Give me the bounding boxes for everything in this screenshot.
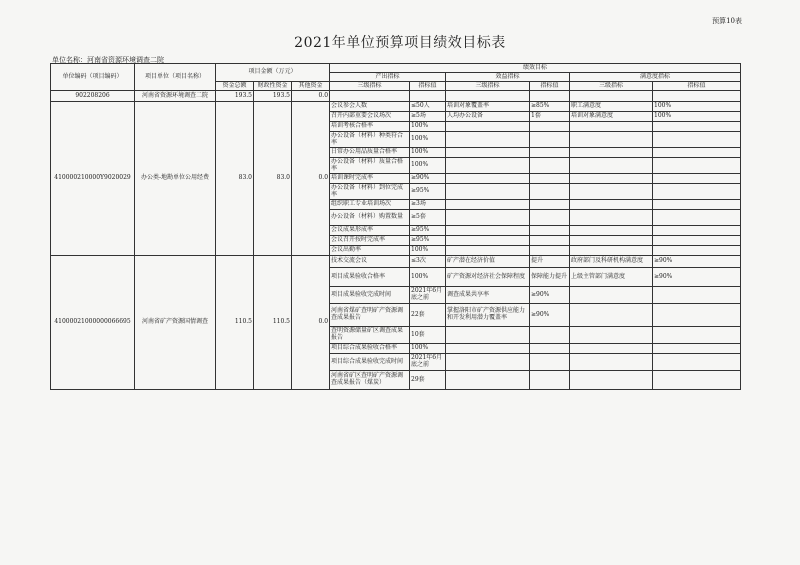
- p2-benefit-l3: 矿产潜在经济价值: [446, 256, 530, 268]
- header-output: 产出指标: [330, 73, 446, 82]
- p1-output-val: 100%: [410, 246, 446, 256]
- p1-benefit-val: ≥85%: [530, 102, 570, 112]
- p1-output-val: ≤50人: [410, 102, 446, 112]
- p2-output-val: 100%: [410, 268, 446, 287]
- table-row: [51, 256, 741, 268]
- p1-output-val: 100%: [410, 158, 446, 174]
- project-2-total: 110.5: [216, 256, 254, 390]
- p2-satisfaction-val: ≥90%: [653, 268, 741, 287]
- summary-name: 河南省资源环境调查二院: [135, 91, 216, 102]
- p2-output-l3: 技术交流会议: [330, 256, 410, 268]
- p1-satisfaction-l3: 培训对象满意度: [570, 112, 653, 122]
- p2-output-val: 29套: [410, 371, 446, 390]
- summary-other: 0.0: [292, 91, 330, 102]
- p1-output-val: ≥90%: [410, 174, 446, 184]
- p1-output-l3: 培训考核合格率: [330, 122, 410, 132]
- p1-output-val: 100%: [410, 122, 446, 132]
- header-perf: 绩效目标: [330, 64, 741, 73]
- p1-output-l3: 办公设备（材料）购置数量: [330, 210, 410, 226]
- p1-output-val: ≥5场: [410, 112, 446, 122]
- project-2-fiscal: 110.5: [254, 256, 292, 390]
- project-1-fiscal: 83.0: [254, 102, 292, 256]
- p2-benefit-l3: 掌握洛阳市矿产资源供应能力和开发利用潜力覆盖率: [446, 304, 530, 327]
- p2-output-l3: 项目综合成果验收合格率: [330, 344, 410, 354]
- p2-output-l3: 项目综合成果验收完成时间: [330, 354, 410, 371]
- p2-output-val: 2021年6月底之前: [410, 354, 446, 371]
- p1-output-val: ≥3场: [410, 200, 446, 210]
- p1-output-l3: 日常办公用品质量合格率: [330, 148, 410, 158]
- p2-output-val: 2021年6月底之前: [410, 287, 446, 304]
- p2-output-val: 10套: [410, 327, 446, 344]
- p2-output-l3: 河南省煤矿查明矿产资源调查成果报告: [330, 304, 410, 327]
- project-1-total: 83.0: [216, 102, 254, 256]
- p2-satisfaction-val: ≥90%: [653, 256, 741, 268]
- summary-total: 193.5: [216, 91, 254, 102]
- header-output-val: 指标值: [410, 82, 446, 91]
- header-unit: 项目单位（项目名称）: [135, 64, 216, 91]
- p1-satisfaction-l3: 职工满意度: [570, 102, 653, 112]
- p2-satisfaction-l3: 上级主管部门满意度: [570, 268, 653, 287]
- p2-satisfaction-l3: 政府部门及科研机构满意度: [570, 256, 653, 268]
- project-1-code: 410000210000Y9020029: [51, 102, 135, 256]
- p2-benefit-l3: 调查成果共享率: [446, 287, 530, 304]
- summary-code: 902208206: [51, 91, 135, 102]
- project-1-other: 0.0: [292, 102, 330, 256]
- p2-benefit-val: 提升: [530, 256, 570, 268]
- table-row: [51, 102, 741, 112]
- p1-benefit-val: 1套: [530, 112, 570, 122]
- p2-output-l3: 河南省矿区查明矿产资源调查成果报告（煤炭）: [330, 371, 410, 390]
- p2-output-val: 22套: [410, 304, 446, 327]
- page-tag: 预算10表: [712, 17, 742, 25]
- p2-benefit-val: ≥90%: [530, 287, 570, 304]
- p1-output-val: ≥95%: [410, 226, 446, 236]
- project-2-code: 41000021000000066695: [51, 256, 135, 390]
- p1-output-l3: 办公设备（材料）到位完成率: [330, 184, 410, 200]
- p1-output-l3: 培训课时完成率: [330, 174, 410, 184]
- header-satisfaction-l3: 三级指标: [570, 82, 653, 91]
- p2-benefit-val: 保障能力提升: [530, 268, 570, 287]
- header-satisfaction-val: 指标值: [653, 82, 741, 91]
- project-2-name: 河南省矿产资源国情调查: [135, 256, 216, 390]
- project-1-name: 办公类-地勘单位公用经费: [135, 102, 216, 256]
- header-fiscal: 财政性资金: [254, 82, 292, 91]
- header-benefit: 效益指标: [446, 73, 570, 82]
- performance-table: [50, 63, 741, 390]
- p1-output-val: ≥95%: [410, 184, 446, 200]
- header-satisfaction: 满意度指标: [570, 73, 741, 82]
- p1-output-l3: 召开内部重要会议场次: [330, 112, 410, 122]
- p1-benefit-l3: 培训对象覆盖率: [446, 102, 530, 112]
- p2-output-l3: 项目成果验收完成时间: [330, 287, 410, 304]
- p1-output-val: 100%: [410, 132, 446, 148]
- header-other: 其他资金: [292, 82, 330, 91]
- header-benefit-val: 指标值: [530, 82, 570, 91]
- p1-output-val: 100%: [410, 148, 446, 158]
- header-output-l3: 三级指标: [330, 82, 410, 91]
- page-title: 2021年单位预算项目绩效目标表: [294, 35, 506, 51]
- p2-output-l3: 查明资源储量矿区调查成果报告: [330, 327, 410, 344]
- p1-satisfaction-val: 100%: [653, 102, 741, 112]
- p1-output-val: ≥5套: [410, 210, 446, 226]
- header-total: 资金总额: [216, 82, 254, 91]
- header-amount-group: 项目金额（万元）: [216, 64, 330, 82]
- p1-output-l3: 组织职工专业培训场次: [330, 200, 410, 210]
- p1-output-l3: 会议参会人数: [330, 102, 410, 112]
- p1-output-val: ≥95%: [410, 236, 446, 246]
- p2-benefit-val: ≥90%: [530, 304, 570, 327]
- p1-output-l3: 会议出勤率: [330, 246, 410, 256]
- header-benefit-l3: 三级指标: [446, 82, 530, 91]
- p1-output-l3: 会议召开按时完成率: [330, 236, 410, 246]
- p2-benefit-l3: 矿产资源对经济社会保障程度: [446, 268, 530, 287]
- p1-output-l3: 会议成果形成率: [330, 226, 410, 236]
- p1-output-l3: 办公设备（材料）质量合格率: [330, 158, 410, 174]
- header-code: 单位编码（项目编码）: [51, 64, 135, 91]
- project-2-other: 0.0: [292, 256, 330, 390]
- p1-satisfaction-val: 100%: [653, 112, 741, 122]
- unit-name-line: 单位名称：河南省资源环境调查二院: [52, 56, 164, 64]
- p2-output-val: 100%: [410, 344, 446, 354]
- summary-fiscal: 193.5: [254, 91, 292, 102]
- p2-output-l3: 项目成果验收合格率: [330, 268, 410, 287]
- p1-output-l3: 办公设备（材料）种类符合率: [330, 132, 410, 148]
- p2-output-val: ≤3次: [410, 256, 446, 268]
- p1-benefit-l3: 人均办公设备: [446, 112, 530, 122]
